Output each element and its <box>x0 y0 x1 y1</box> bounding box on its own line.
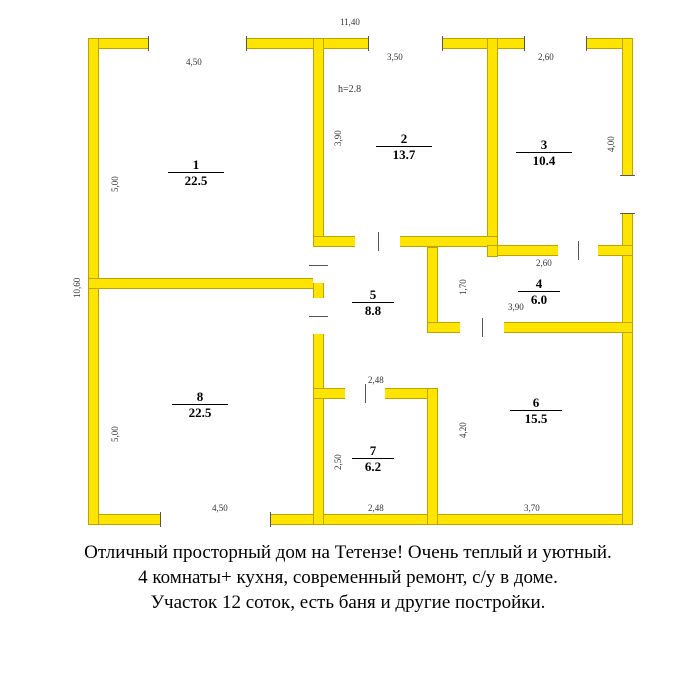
wall-outer-right <box>622 38 633 525</box>
wall-h-room1-room8 <box>88 278 324 289</box>
tick-bottom-room8-a <box>160 512 161 527</box>
room-label-8: 8 22.5 <box>172 390 228 419</box>
ceiling-height-note: h=2.8 <box>338 84 362 95</box>
dim-corridor-height: 1,70 <box>458 279 468 295</box>
tick-door-room1 <box>309 265 328 266</box>
dim-bottom-room8: 4,50 <box>212 503 228 513</box>
tick-door-room3 <box>578 241 579 260</box>
tick-top-room1-a <box>148 36 149 51</box>
room-label-3: 3 10.4 <box>516 138 572 167</box>
tick-top-room3-a <box>524 36 525 51</box>
wall-h-under-room2 <box>313 236 498 247</box>
dim-room7-top: 2,48 <box>368 375 384 385</box>
opening-top-room3 <box>524 38 586 49</box>
dim-top-room1: 4,50 <box>186 57 202 67</box>
tick-top-room3-b <box>586 36 587 51</box>
dim-room4-width: 3,90 <box>508 302 524 312</box>
room-label-7: 7 6.2 <box>352 444 394 473</box>
listing-caption <box>0 540 696 615</box>
wall-v-room2-room3 <box>487 38 498 245</box>
room-label-6: 6 15.5 <box>510 396 562 425</box>
opening-bottom-room8 <box>160 514 270 525</box>
tick-top-room2-a <box>368 36 369 51</box>
dim-top-room2: 3,50 <box>387 52 403 62</box>
tick-bottom-room8-b <box>270 512 271 527</box>
tick-door-room8 <box>309 316 328 317</box>
dim-left-room1: 5,00 <box>110 176 120 192</box>
tick-right-room3-a <box>620 175 635 176</box>
wall-h-above-room6 <box>427 322 633 333</box>
tick-door-room2 <box>378 232 379 251</box>
tick-door-room7 <box>365 384 366 403</box>
dim-room6-width: 3,70 <box>524 503 540 513</box>
tick-door-room6 <box>482 318 483 337</box>
caption-line-2: 4 комнаты+ кухня, современный ремонт, с/у в доме. <box>138 567 558 589</box>
opening-top-room2 <box>368 38 442 49</box>
dim-room4-top: 2,60 <box>536 258 552 268</box>
room-label-1: 1 22.5 <box>168 158 224 187</box>
wall-v-room5-right <box>427 247 438 333</box>
tick-top-room2-b <box>442 36 443 51</box>
dim-room6-height: 4,20 <box>458 422 468 438</box>
dim-top-total: 11,40 <box>340 17 360 27</box>
wall-v-corridor-room4 <box>487 245 498 257</box>
wall-v-room7-right <box>427 388 438 525</box>
opening-right-room3 <box>622 175 633 213</box>
caption-line-1: Отличный просторный дом на Тетензе! Очень теплый и уютный. <box>84 542 612 563</box>
dim-room7-height: 2,50 <box>333 454 343 470</box>
dim-left-total: 10,60 <box>72 277 82 298</box>
dim-top-room3: 2,60 <box>538 52 554 62</box>
tick-right-room3-b <box>620 213 635 214</box>
dim-room3-height: 4,00 <box>606 136 616 152</box>
caption-line-3: Участок 12 соток, есть баня и другие постройки. <box>150 592 546 614</box>
tick-top-room1-b <box>246 36 247 51</box>
room-label-5: 5 8.8 <box>352 288 394 317</box>
opening-top-room1 <box>148 38 246 49</box>
room-label-2: 2 13.7 <box>376 132 432 161</box>
dim-room7-bottom: 2,48 <box>368 503 384 513</box>
room-label-4: 4 6.0 <box>518 277 560 306</box>
dim-room2-height: 3,90 <box>333 130 343 146</box>
dim-left-room8: 5,00 <box>110 426 120 442</box>
